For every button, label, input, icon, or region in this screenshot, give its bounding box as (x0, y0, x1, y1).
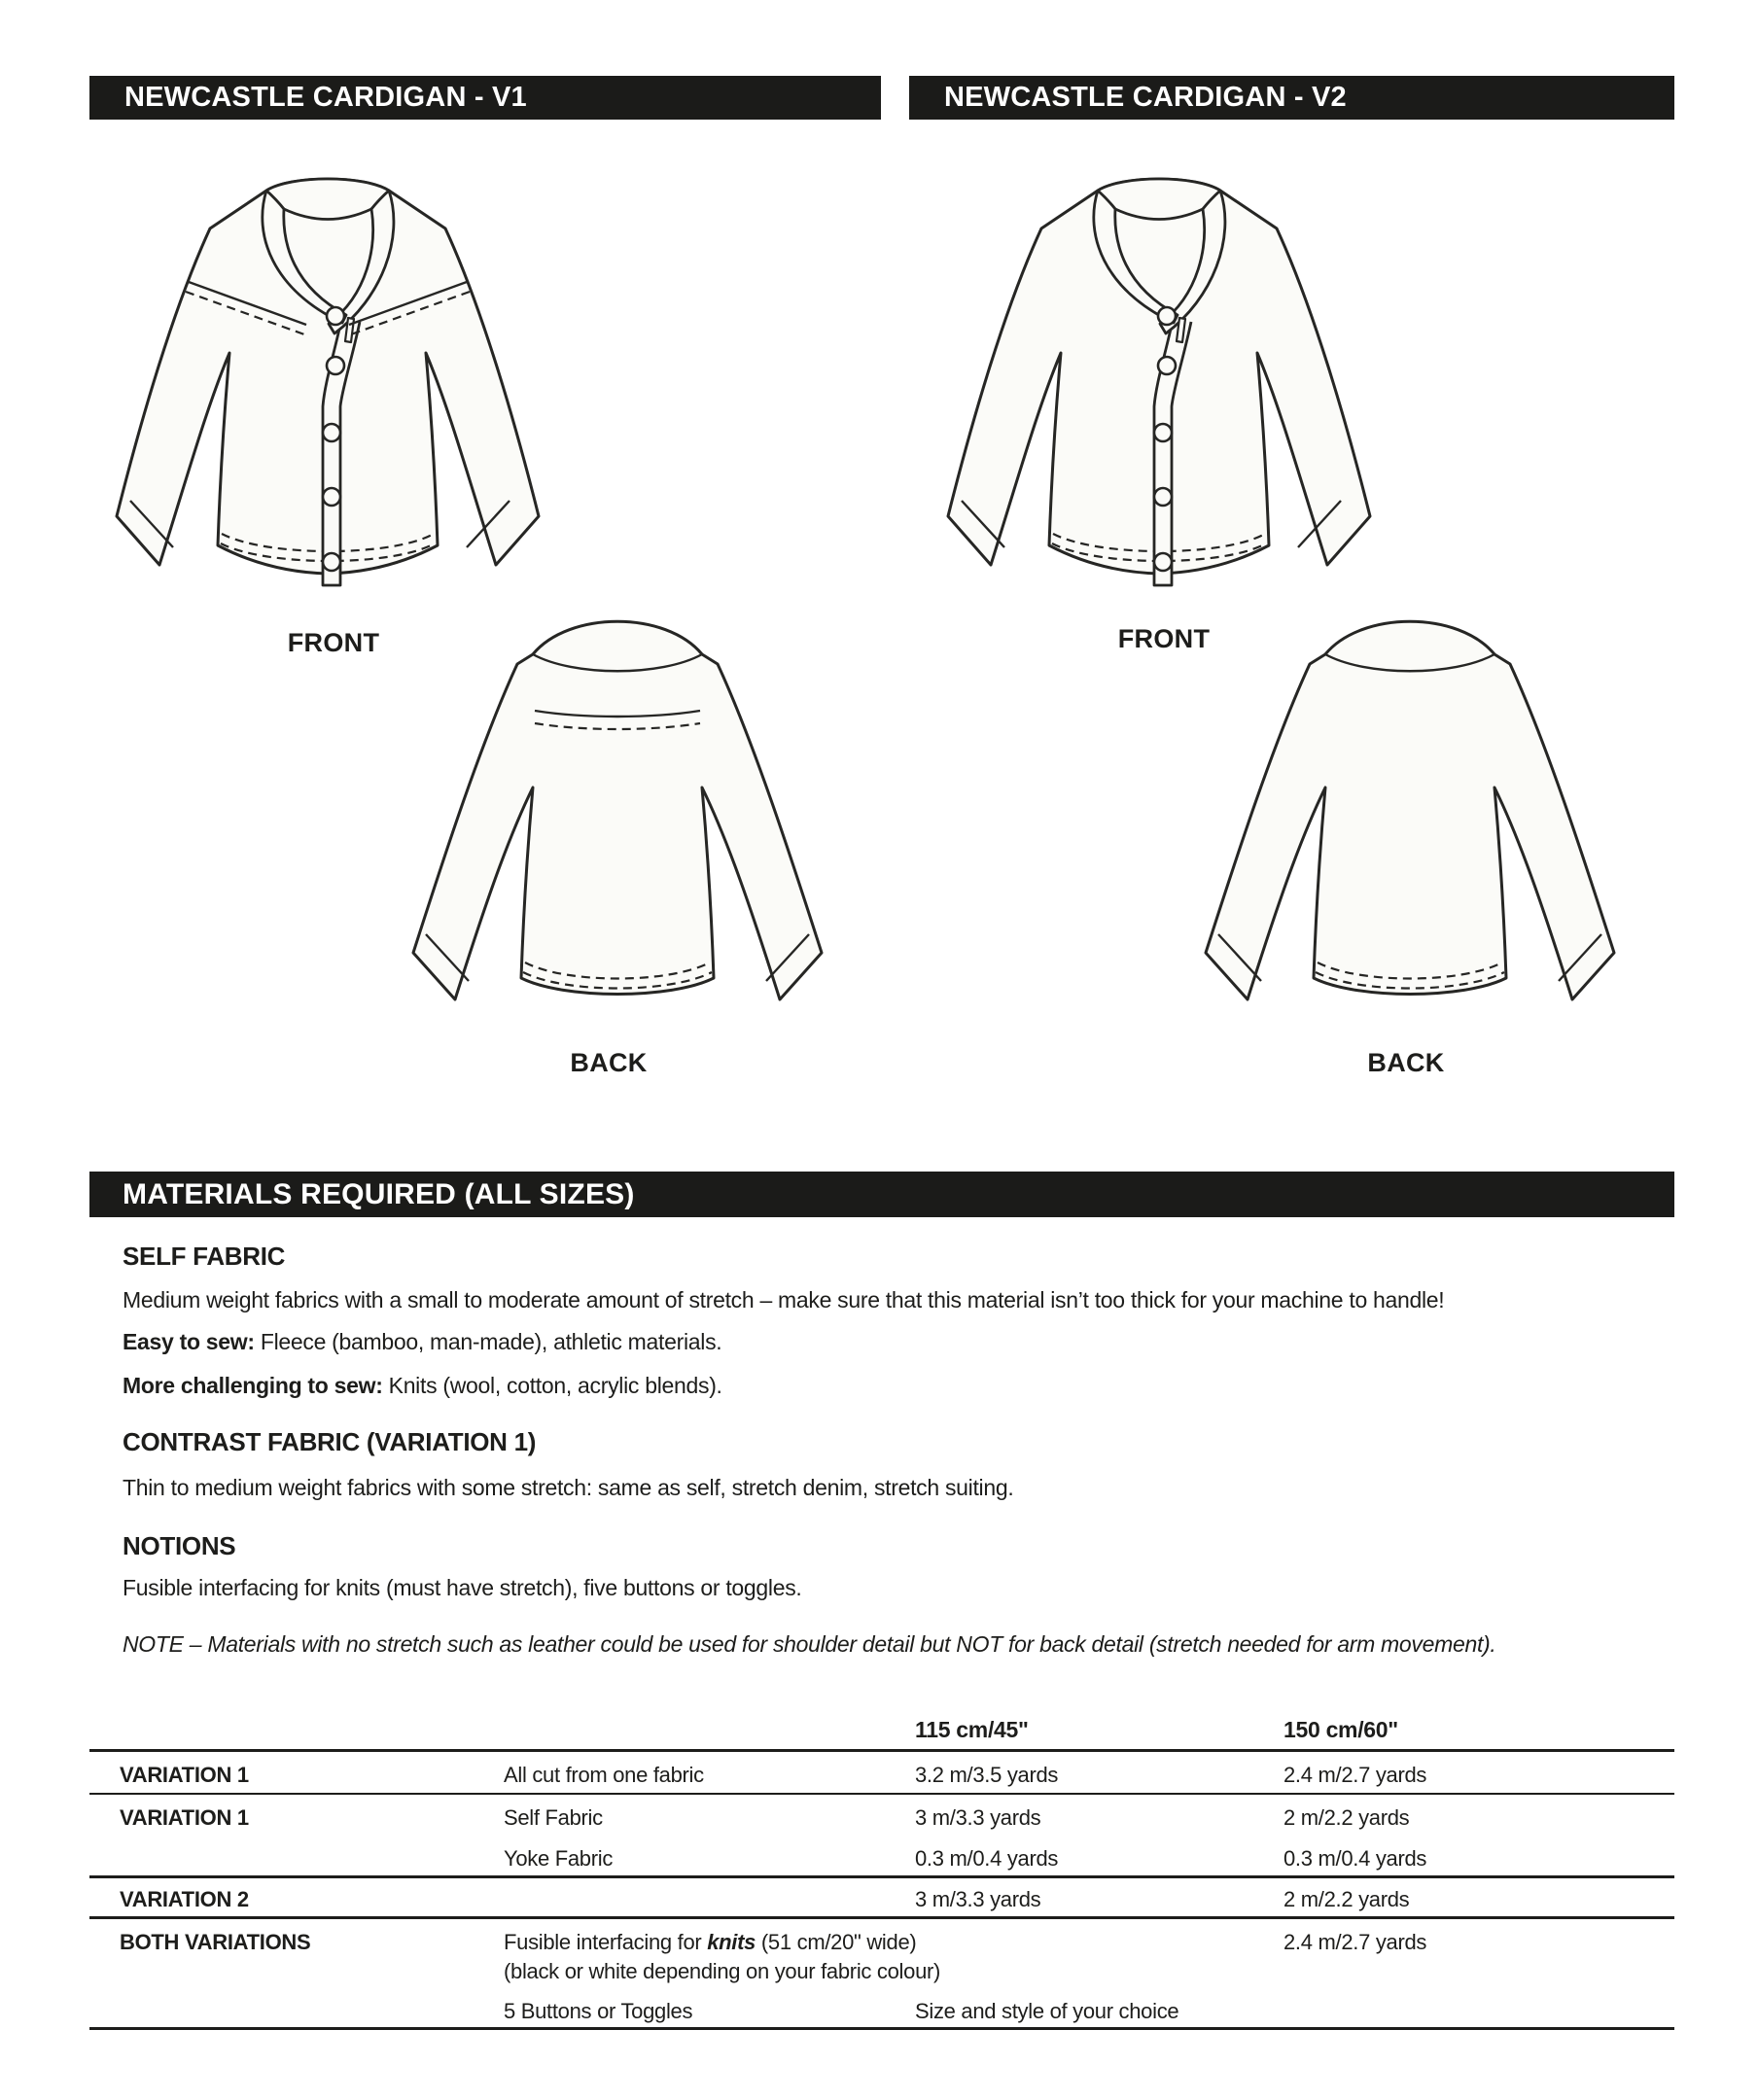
row-label: VARIATION 2 (120, 1887, 249, 1911)
row-desc-line2: (black or white depending on your fabric colour) (504, 1959, 941, 1983)
row-value-115: 0.3 m/0.4 yards (915, 1846, 1059, 1871)
challenging-label: More challenging to sew: (123, 1373, 383, 1398)
v1-back-drawing (389, 611, 846, 1029)
v2-title-bar (909, 76, 1674, 120)
table-row (89, 1752, 1674, 1795)
row-value-150: 2 m/2.2 yards (1283, 1805, 1410, 1830)
row-value-115: Size and style of your choice (915, 1999, 1179, 2023)
easy-to-sew-label: Easy to sew: (123, 1329, 255, 1354)
materials-section-bar (89, 1172, 1674, 1217)
v2-front-drawing (923, 178, 1380, 596)
row-desc (504, 1930, 916, 1955)
notions-heading: NOTIONS (123, 1531, 236, 1560)
table-row (89, 1919, 1674, 1997)
col-header-115cm: 115 cm/45" (915, 1717, 1029, 1742)
row-desc-post: (51 cm/20" wide) (756, 1930, 917, 1954)
v1-title: NEWCASTLE CARDIGAN - V1 (124, 82, 527, 113)
row-label: VARIATION 1 (120, 1763, 249, 1787)
table-row (89, 1997, 1674, 2030)
row-value-150: 0.3 m/0.4 yards (1283, 1846, 1427, 1871)
easy-to-sew-line (123, 1329, 721, 1355)
table-row (89, 1795, 1674, 1838)
self-fabric-intro: Medium weight fabrics with a small to moderate amount of stretch – make sure that this material isn’t too thick for your machine to handle! (123, 1287, 1445, 1312)
v1-front-label: FRONT (287, 628, 380, 657)
table-header-row (89, 1711, 1674, 1752)
row-value-115: 3 m/3.3 yards (915, 1805, 1041, 1830)
row-desc: All cut from one fabric (504, 1763, 704, 1787)
easy-to-sew-text: Fleece (bamboo, man-made), athletic materials. (254, 1329, 722, 1354)
row-label: VARIATION 1 (120, 1805, 249, 1830)
row-value-115: 3.2 m/3.5 yards (915, 1763, 1059, 1787)
row-desc-pre: Fusible interfacing for (504, 1930, 708, 1954)
table-row (89, 1838, 1674, 1878)
row-desc: Yoke Fabric (504, 1846, 614, 1871)
row-desc-emphasis: knits (707, 1930, 756, 1954)
v2-title: NEWCASTLE CARDIGAN - V2 (944, 82, 1347, 113)
row-value-150: 2.4 m/2.7 yards (1283, 1763, 1427, 1787)
v2-front-label: FRONT (1117, 624, 1211, 653)
v1-title-bar (89, 76, 881, 120)
row-value-150: 2.4 m/2.7 yards (1283, 1930, 1427, 1954)
v1-back-label: BACK (570, 1048, 648, 1077)
table-row (89, 1878, 1674, 1919)
row-desc: Self Fabric (504, 1805, 603, 1830)
contrast-fabric-heading: CONTRAST FABRIC (VARIATION 1) (123, 1427, 537, 1456)
contrast-fabric-text: Thin to medium weight fabrics with some stretch: same as self, stretch denim, stretch suiting. (123, 1475, 1014, 1500)
row-label: BOTH VARIATIONS (120, 1930, 311, 1954)
yardage-table (89, 1711, 1674, 2030)
row-value-150: 2 m/2.2 yards (1283, 1887, 1410, 1911)
v2-back-label: BACK (1367, 1048, 1445, 1077)
materials-note: NOTE – Materials with no stretch such as leather could be used for shoulder detail but NOT for back detail (stretch needed for arm movement). (123, 1631, 1496, 1657)
notions-text: Fusible interfacing for knits (must have stretch), five buttons or toggles. (123, 1575, 802, 1600)
row-desc: 5 Buttons or Toggles (504, 1999, 693, 2023)
v1-front-drawing (91, 178, 548, 596)
v2-back-drawing (1181, 611, 1638, 1029)
challenging-line (123, 1373, 722, 1399)
materials-title: MATERIALS REQUIRED (ALL SIZES) (123, 1178, 635, 1210)
challenging-text: Knits (wool, cotton, acrylic blends). (382, 1373, 722, 1398)
row-value-115: 3 m/3.3 yards (915, 1887, 1041, 1911)
col-header-150cm: 150 cm/60" (1283, 1717, 1398, 1742)
self-fabric-heading: SELF FABRIC (123, 1242, 286, 1271)
